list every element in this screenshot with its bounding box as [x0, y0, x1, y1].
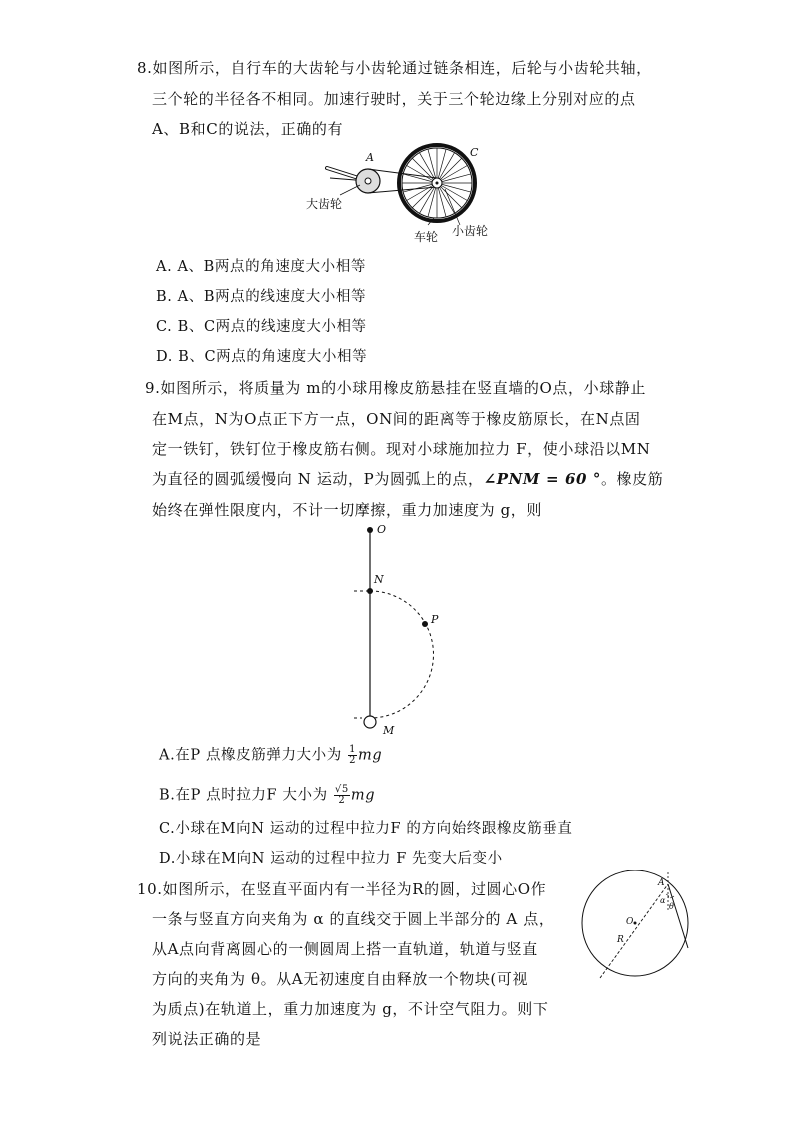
q9-option-c: C.小球在M向N 运动的过程中拉力F 的方向始终跟橡皮筋垂直 — [159, 821, 573, 837]
q9-option-b-denominator: 2 — [338, 795, 346, 806]
q8-small-gear-label: 小齿轮 — [452, 224, 489, 238]
q9-point-m-label: M — [383, 724, 395, 737]
q10-point-o-label: O — [626, 917, 634, 927]
q8-stem-line-3: A、B和C的说法，正确的有 — [152, 120, 344, 138]
q9-option-a-fraction — [348, 745, 357, 766]
q9-option-a-denominator: 2 — [349, 755, 357, 766]
q9-angle-expression: ∠PNM = 60 ° — [483, 470, 601, 488]
q10-stem-line-4: 方向的夹角为 θ。从A无初速度自由释放一个物块(可视 — [152, 970, 529, 988]
circle-track-figure — [580, 870, 700, 980]
q10-radius-label: R — [617, 935, 624, 945]
q9-option-a-text: A.在P 点橡皮筋弹力大小为 — [159, 747, 348, 764]
q9-point-o-label: O — [377, 523, 387, 536]
q8-stem-line-2: 三个轮的半径各不相同。加速行驶时，关于三个轮边缘上分别对应的点 — [152, 90, 636, 108]
rubber-band-figure — [340, 520, 460, 735]
q9-point-n-label: N — [374, 573, 384, 586]
q9-option-a-tail: mg — [358, 747, 383, 764]
q10-stem-line-2: 一条与竖直方向夹角为 α 的直线交于圆上半部分的 A 点， — [152, 910, 555, 928]
q9-option-b-fraction — [334, 785, 350, 806]
q10-theta-label: θ — [669, 902, 674, 911]
q10-stem-line-5: 为质点)在轨道上，重力加速度为 g，不计空气阻力。则下 — [152, 1000, 549, 1018]
q9-stem-line-2: 在M点，N为O点正下方一点，ON间的距离等于橡皮筋原长，在N点固 — [152, 410, 641, 428]
q10-point-a-label: A — [658, 878, 665, 888]
q9-option-b-text: B.在P 点时拉力F 大小为 — [159, 787, 333, 804]
q8-option-b: B. A、B两点的线速度大小相等 — [156, 289, 367, 305]
q9-stem-line-1: 9.如图所示，将质量为 m的小球用橡皮筋悬挂在竖直墙的O点，小球静止 — [145, 379, 647, 397]
q9-line4-text-a: 为直径的圆弧缓慢向 N 运动，P为圆弧上的点， — [152, 470, 484, 488]
q10-stem-line-6: 列说法正确的是 — [152, 1030, 262, 1048]
q9-option-b — [159, 785, 375, 806]
q8-big-gear-label: 大齿轮 — [306, 197, 343, 211]
q8-point-a-label: A — [366, 151, 374, 164]
q8-option-d: D. B、C两点的角速度大小相等 — [156, 349, 368, 365]
q9-option-d: D.小球在M向N 运动的过程中拉力 F 先变大后变小 — [159, 851, 503, 867]
q9-stem-line-4 — [152, 469, 663, 489]
q9-line4-text-b: 。橡皮筋 — [600, 470, 664, 488]
q10-alpha-label: α — [660, 896, 666, 905]
q9-option-b-numerator: √5 — [334, 784, 349, 795]
q8-stem-line-1: 8.如图所示，自行车的大齿轮与小齿轮通过链条相连，后轮与小齿轮共轴， — [137, 59, 652, 77]
q9-stem-line-5: 始终在弹性限度内，不计一切摩擦，重力加速度为 g，则 — [152, 501, 542, 519]
q8-option-a: A. A、B两点的角速度大小相等 — [156, 259, 366, 275]
q9-option-a — [159, 745, 382, 766]
q8-wheel-label: 车轮 — [414, 230, 439, 244]
q10-stem-line-1: 10.如图所示，在竖直平面内有一半径为R的圆，过圆心O作 — [137, 880, 547, 898]
q9-stem-line-3: 定一铁钉，铁钉位于橡皮筋右侧。现对小球施加拉力 F，使小球沿以MN — [152, 440, 651, 458]
q10-stem-line-3: 从A点向背离圆心的一侧圆周上搭一直轨道，轨道与竖直 — [152, 940, 538, 958]
q9-option-b-tail: mg — [350, 787, 376, 804]
q8-option-c: C. B、C两点的线速度大小相等 — [156, 319, 367, 335]
q9-point-p-label: P — [431, 613, 439, 626]
q9-option-a-numerator: 1 — [349, 744, 357, 755]
q8-point-c-label: C — [470, 146, 479, 159]
